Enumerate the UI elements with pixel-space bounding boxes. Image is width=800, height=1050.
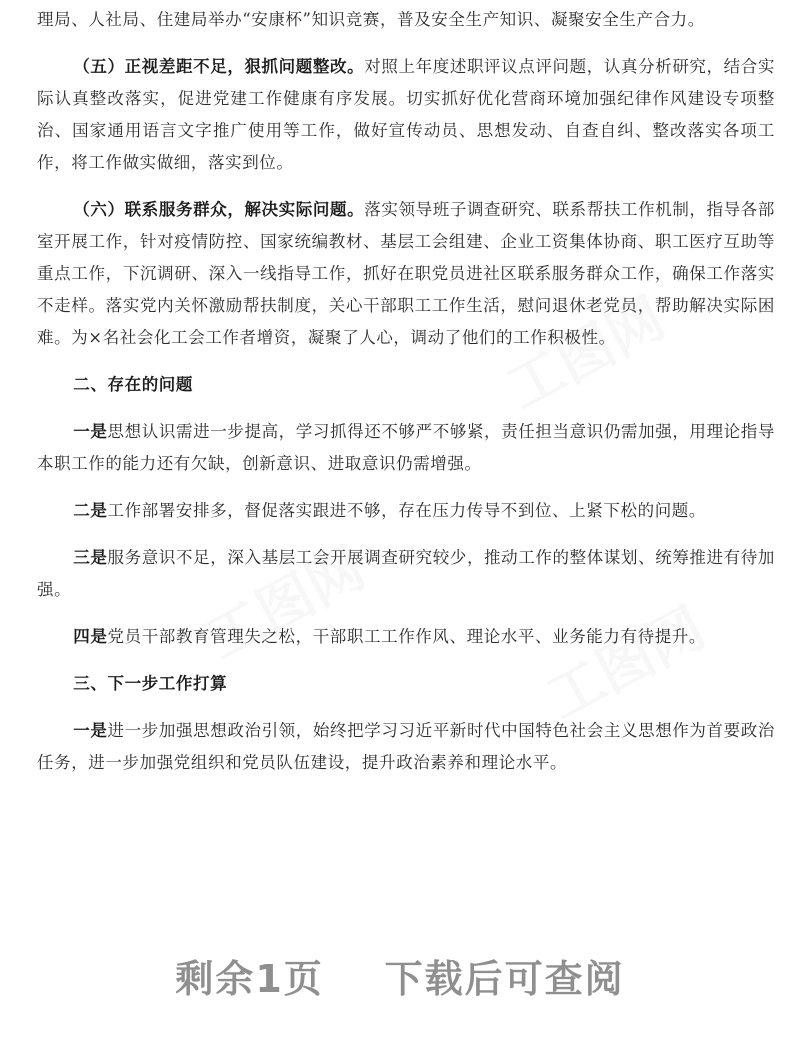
- item-text: 思想认识需进一步提高，学习抓得还不够严不够紧，责任担当意识仍需加强，用理论指导本职工作的能力还有欠缺，创新意识、进取意识仍需增强。: [37, 422, 775, 473]
- section-heading-problems: 二、存在的问题: [73, 375, 193, 394]
- item-text: 服务意识不足，深入基层工会开展调查研究较少，推动工作的整体谋划、统筹推进有待加强。: [37, 548, 775, 599]
- paragraph-text: 落实领导班子调查研究、联系帮扶工作机制，指导各部室开展工作，针对疫情防控、国家统编教材、基层工会组建、企业工资集体协商、职工医疗互助等重点工作，下沉调研、深入一线指导工作，抓好在职党员进社区联系服务群众工作，确保工作落实不走样。落实党内关怀激励帮扶制度，关心干部职工工作生活，慰问退休老党员，帮助解决实际困难。为×名社会化工会工作者增资，凝聚了人心，调动了他们的工作积极性。: [37, 200, 775, 347]
- section-heading-next-steps: 三、下一步工作打算: [73, 674, 228, 693]
- item-lead: 三是: [73, 548, 108, 567]
- paragraph-text: 对照上年度述职评议点评问题，认真分析研究，结合实际认真整改落实，促进党建工作健康有序发展。切实抓好优化营商环境加强纪律作风建设专项整治、国家通用语言文字推广使用等工作，做好宣传动员、思想发动、自查自纠、整改落实各项工作，将工作做实做细，落实到位。: [37, 57, 775, 172]
- watermark: 工图网: [536, 595, 716, 733]
- paragraph-item-5: [37, 51, 775, 179]
- paragraph-lead: （六）联系服务群众，解决实际问题。: [73, 200, 365, 219]
- item-text: 工作部署安排多，督促落实跟进不够，存在压力传导不到位、上紧下松的问题。: [107, 501, 706, 520]
- watermark: 工图网: [196, 535, 376, 673]
- item-text: 党员干部教育管理失之松，干部职工工作作风、理论水平、业务能力有待提升。: [107, 627, 706, 646]
- item-lead: 二是: [73, 501, 108, 520]
- paragraph-continued: [37, 4, 775, 36]
- item-lead: 四是: [73, 627, 108, 646]
- paragraph-lead: （五）正视差距不足，狠抓问题整改。: [73, 57, 365, 76]
- watermark: 工图网: [496, 285, 676, 423]
- plan-item-1: [37, 715, 775, 779]
- download-prompt-banner[interactable]: 剩余1页 下载后可查阅: [175, 957, 625, 1001]
- document-body: [37, 4, 775, 794]
- item-lead: 一是: [73, 422, 108, 441]
- problem-item-1: [37, 416, 775, 480]
- paragraph-text: 理局、人社局、住建局举办“安康杯”知识竞赛，普及安全生产知识、凝聚安全生产合力。: [37, 10, 705, 29]
- problem-item-2: [37, 495, 775, 527]
- item-text: 进一步加强思想政治引领，始终把学习习近平新时代中国特色社会主义思想作为首要政治任务，进一步加强党组织和党员队伍建设，提升政治素养和理论水平。: [37, 721, 775, 772]
- problem-item-3: [37, 542, 775, 606]
- paragraph-item-6: [37, 194, 775, 354]
- item-lead: 一是: [73, 721, 108, 740]
- problem-item-4: [37, 621, 775, 653]
